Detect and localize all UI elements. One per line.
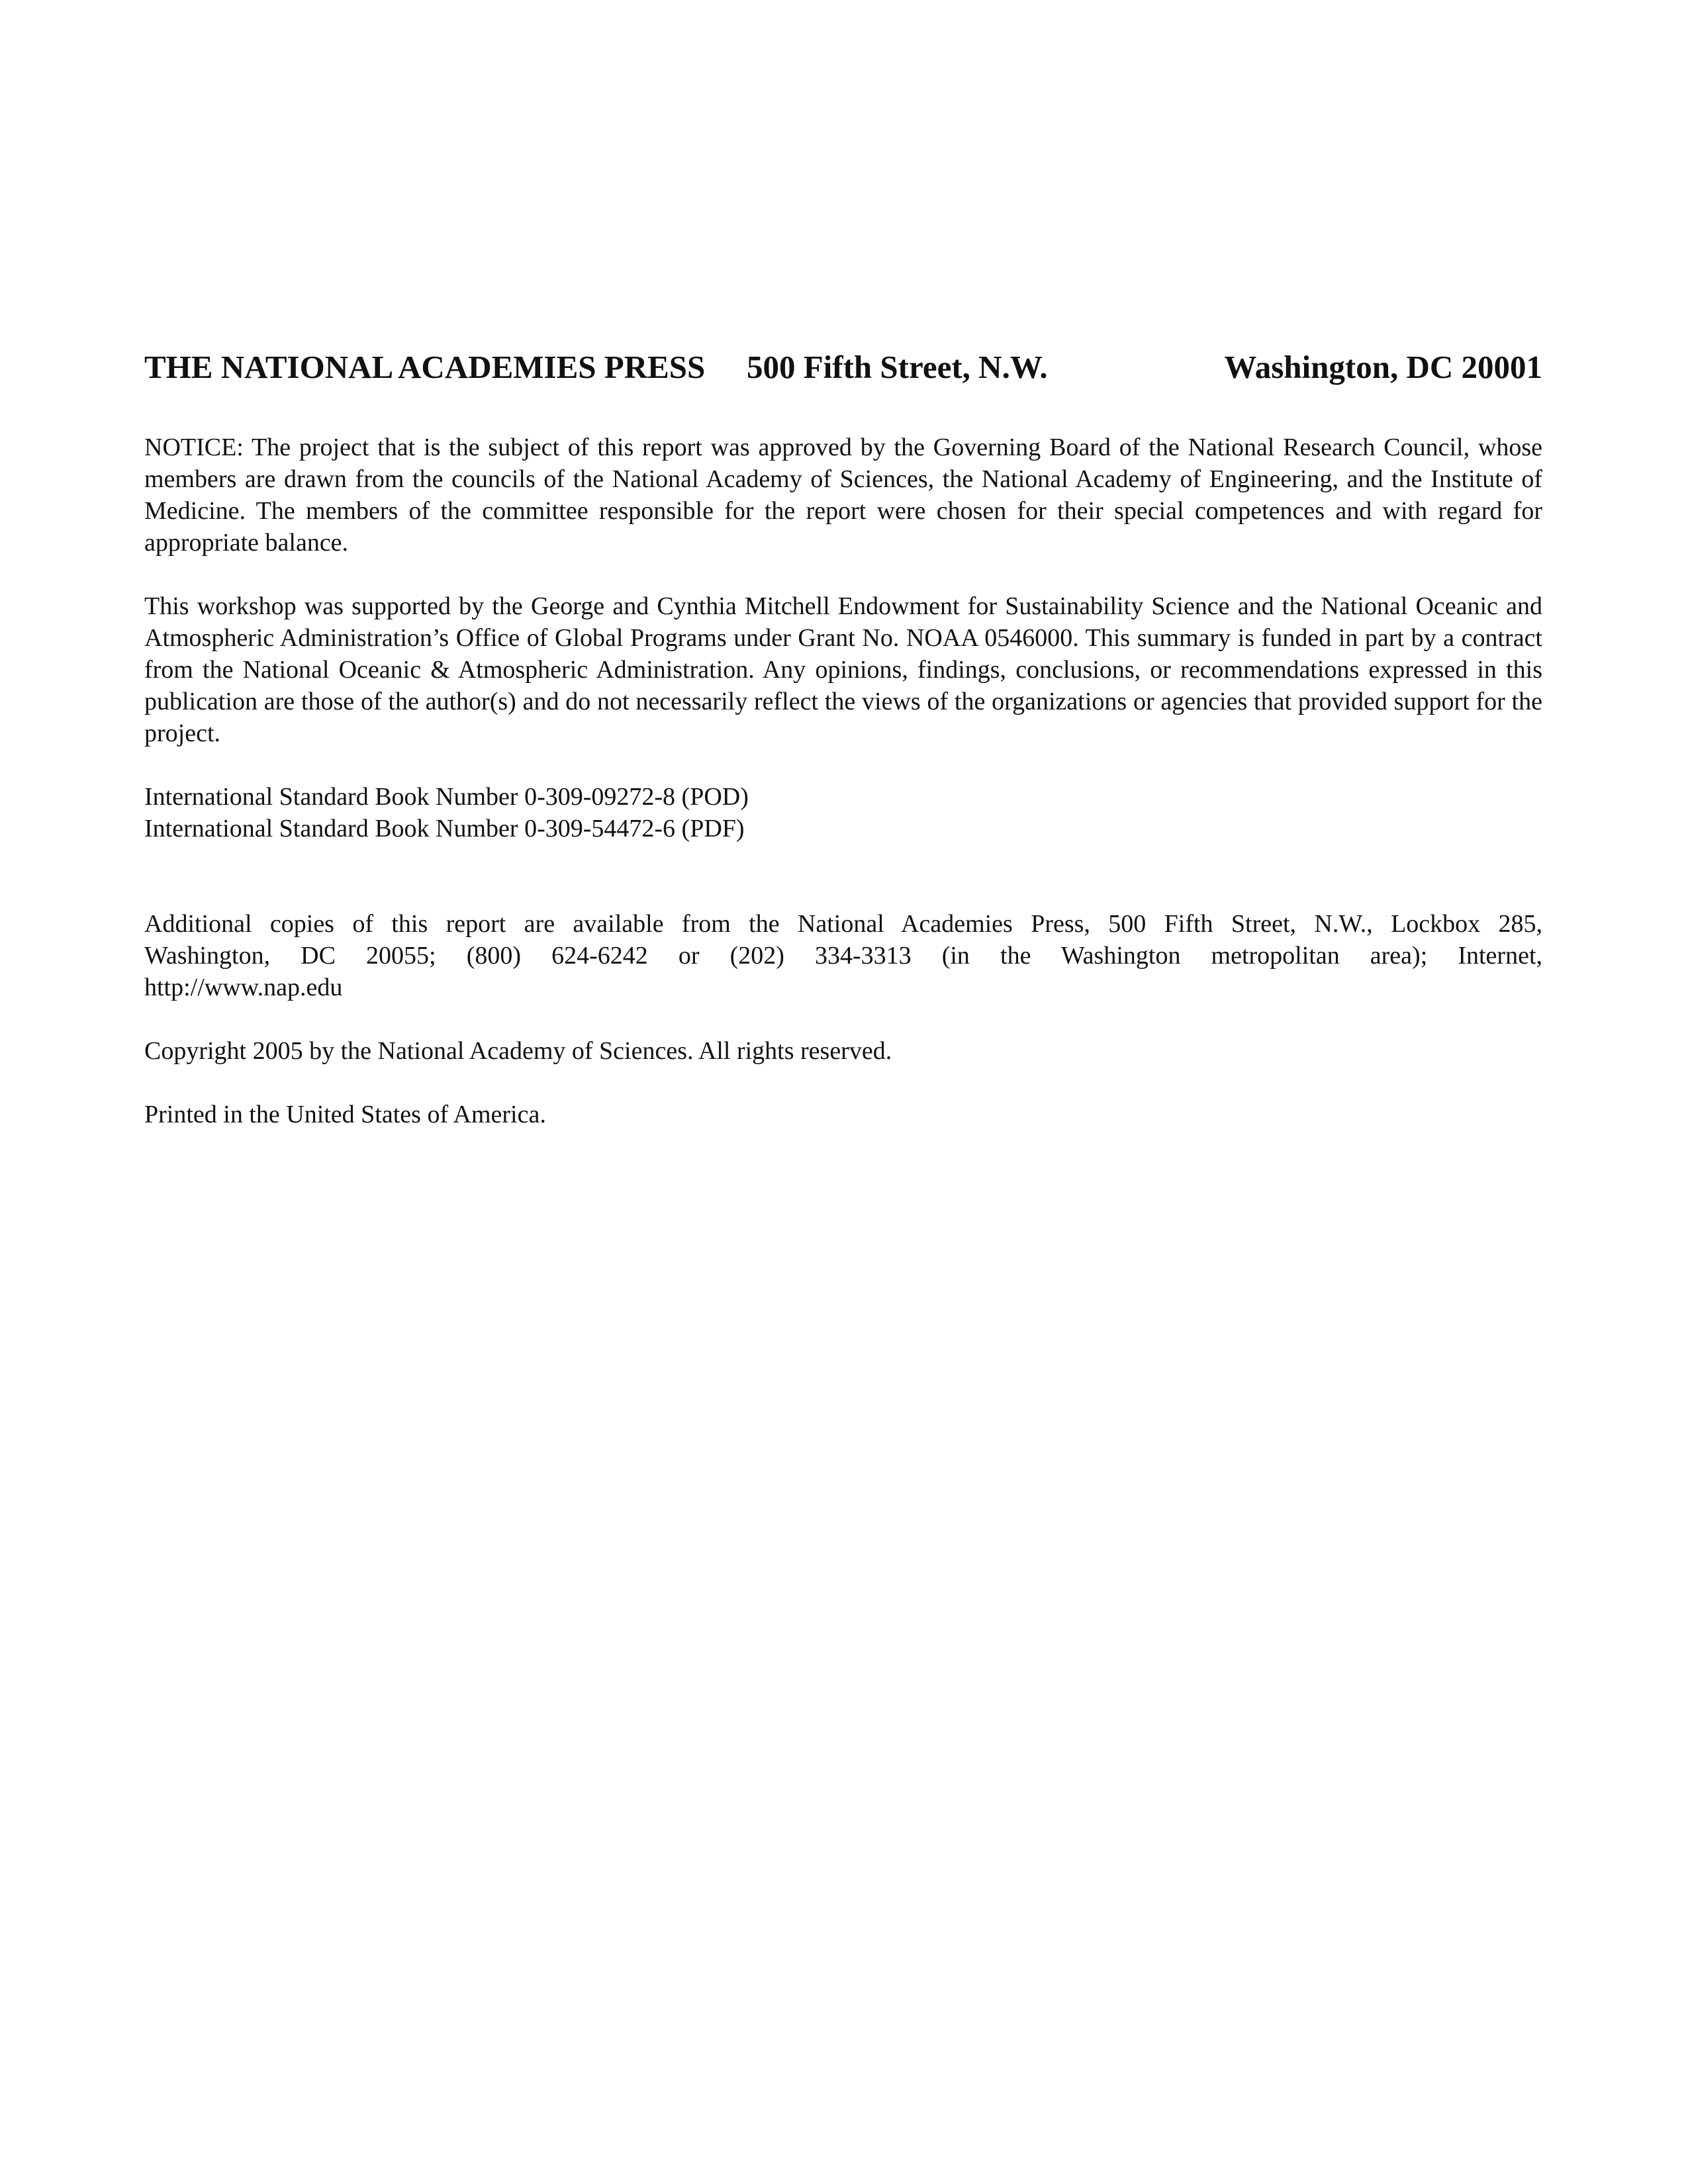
- printed-notice: Printed in the United States of America.: [144, 1101, 546, 1128]
- support-paragraph: This workshop was supported by the George and Cynthia Mitchell Endowment for Sustainability Science and the National Oceanic and Atmospheric Administration’s Office of Global Programs under Grant No. NOAA 0546000. This summary is funded in part by a contract from the National Oceanic & Atmospheric Administration. Any opinions, findings, conclusions, or recommendations expressed in this publication are those of the author(s) and do not necessarily reflect the views of the organizations or agencies that provided support for the project.: [144, 592, 1542, 747]
- copyright-page-content: [144, 344, 1542, 1130]
- nap-website-link[interactable]: http://www.nap.edu: [144, 974, 343, 1001]
- additional-copies-paragraph: [144, 908, 1542, 1003]
- notice-paragraph: NOTICE: The project that is the subject of this report was approved by the Governing Board of the National Research Council, whose members are drawn from the councils of the National Academy of Sciences, the National Academy of Engineering, and the Institute of Medicine. The members of the committee responsible for the report were chosen for their special competences and with regard for appropriate balance.: [144, 433, 1542, 557]
- isbn-pdf: International Standard Book Number 0-309-54472-6 (PDF): [144, 815, 745, 842]
- additional-copies-line-2: Washington, DC 20055; (800) 624-6242 or (202) 334-3313 (in the Washington metropolitan area); Internet,: [144, 942, 1542, 970]
- additional-copies-line-1: Additional copies of this report are available from the National Academies Press, 500 Fifth Street, N.W., Lockbox 285,: [144, 910, 1542, 938]
- isbn-block: [144, 781, 1542, 844]
- publisher-city: Washington, DC 20001: [1224, 349, 1542, 385]
- publisher-name: THE NATIONAL ACADEMIES PRESS: [144, 349, 706, 385]
- isbn-pod: International Standard Book Number 0-309-09272-8 (POD): [144, 783, 749, 811]
- publisher-header: [144, 344, 1542, 390]
- copyright-notice: Copyright 2005 by the National Academy of Sciences. All rights reserved.: [144, 1037, 892, 1065]
- publisher-street: 500 Fifth Street, N.W.: [747, 349, 1048, 385]
